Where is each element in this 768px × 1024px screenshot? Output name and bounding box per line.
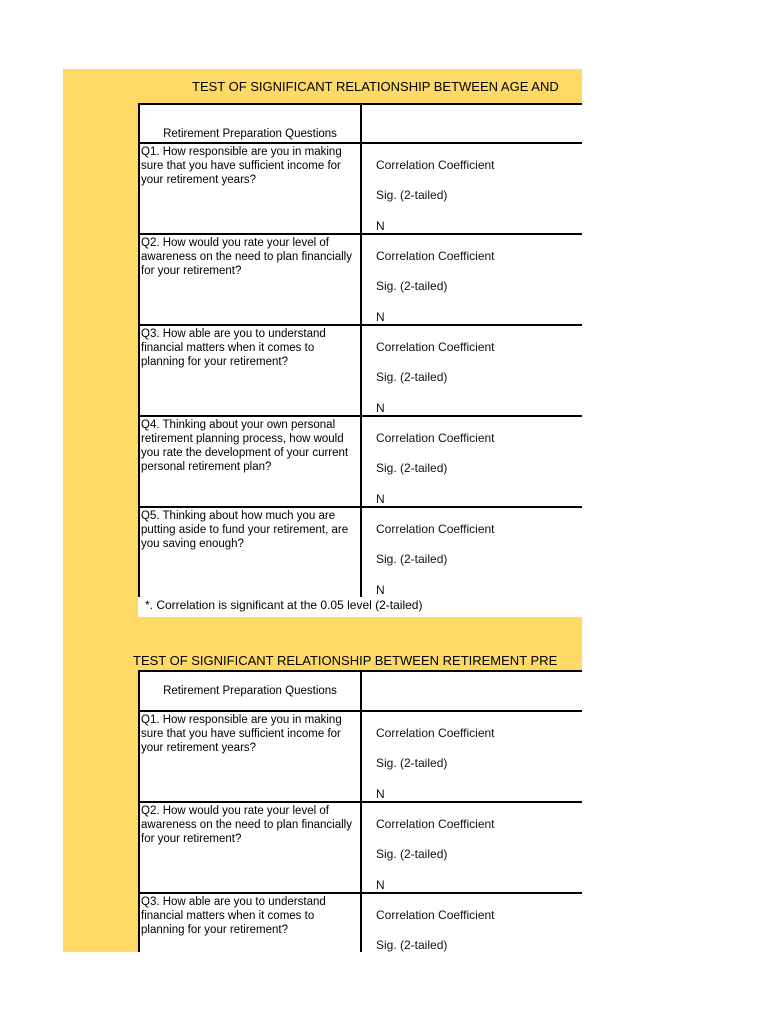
table-row (139, 416, 582, 507)
stat-labels-cell[interactable] (361, 143, 582, 234)
n-label: N (376, 787, 385, 801)
n-label: N (376, 310, 385, 324)
correlation-coefficient-label: Correlation Coefficient (376, 340, 495, 354)
question-cell[interactable]: Q1. How responsible are you in making sure that you have sufficient income for your retirement years? (139, 143, 361, 234)
correlation-coefficient-label: Correlation Coefficient (376, 158, 495, 172)
correlation-table-retirement (138, 670, 582, 952)
stat-labels-cell[interactable] (361, 893, 582, 952)
table2-title: TEST OF SIGNIFICANT RELATIONSHIP BETWEEN RETIREMENT PRE (133, 653, 558, 668)
stat-labels-cell[interactable] (361, 802, 582, 893)
n-label: N (376, 492, 385, 506)
stat-labels-cell[interactable] (361, 325, 582, 416)
question-cell[interactable]: Q2. How would you rate your level of awareness on the need to plan financially for your retirement? (139, 234, 361, 325)
correlation-table-age (138, 103, 582, 599)
significance-footnote: *. Correlation is significant at the 0.05 level (2-tailed) (145, 598, 423, 612)
correlation-coefficient-label: Correlation Coefficient (376, 249, 495, 263)
correlation-coefficient-label: Correlation Coefficient (376, 817, 495, 831)
question-cell[interactable]: Q1. How responsible are you in making sure that you have sufficient income for your retirement years? (139, 711, 361, 802)
sig-label: Sig. (2-tailed) (376, 370, 448, 384)
n-label: N (376, 583, 385, 597)
sig-label: Sig. (2-tailed) (376, 461, 448, 475)
header-cell-questions[interactable]: Retirement Preparation Questions (139, 671, 361, 711)
n-label: N (376, 219, 385, 233)
table-row (139, 143, 582, 234)
stat-labels-cell[interactable] (361, 416, 582, 507)
stat-labels-cell[interactable] (361, 507, 582, 598)
question-cell[interactable]: Q4. Thinking about your own personal retirement planning process, how would you rate the development of your current personal retirement plan? (139, 416, 361, 507)
question-cell[interactable]: Q2. How would you rate your level of awareness on the need to plan financially for your retirement? (139, 802, 361, 893)
table-row (139, 234, 582, 325)
table1-title: TEST OF SIGNIFICANT RELATIONSHIP BETWEEN AGE AND (192, 79, 559, 94)
stat-labels-cell[interactable] (361, 711, 582, 802)
sig-label: Sig. (2-tailed) (376, 279, 448, 293)
stat-labels-cell[interactable] (361, 234, 582, 325)
table-row (139, 802, 582, 893)
header-cell-blank[interactable] (361, 671, 582, 711)
header-cell-questions[interactable]: Retirement Preparation Questions (139, 104, 361, 143)
sig-label: Sig. (2-tailed) (376, 552, 448, 566)
table-row (139, 507, 582, 598)
sig-label: Sig. (2-tailed) (376, 847, 448, 861)
correlation-coefficient-label: Correlation Coefficient (376, 908, 495, 922)
question-cell[interactable]: Q3. How able are you to understand financial matters when it comes to planning for your retirement? (139, 325, 361, 416)
table-row (139, 893, 582, 952)
correlation-coefficient-label: Correlation Coefficient (376, 726, 495, 740)
correlation-coefficient-label: Correlation Coefficient (376, 522, 495, 536)
n-label: N (376, 401, 385, 415)
table-row (139, 711, 582, 802)
sig-label: Sig. (2-tailed) (376, 938, 448, 952)
table-header-row (139, 671, 582, 711)
table-header-row (139, 104, 582, 143)
sig-label: Sig. (2-tailed) (376, 756, 448, 770)
table-row (139, 325, 582, 416)
question-cell[interactable]: Q3. How able are you to understand financial matters when it comes to planning for your retirement? (139, 893, 361, 952)
header-cell-blank[interactable] (361, 104, 582, 143)
spreadsheet-page (63, 69, 582, 952)
n-label: N (376, 878, 385, 892)
correlation-coefficient-label: Correlation Coefficient (376, 431, 495, 445)
question-cell[interactable]: Q5. Thinking about how much you are putting aside to fund your retirement, are you saving enough? (139, 507, 361, 598)
sig-label: Sig. (2-tailed) (376, 188, 448, 202)
